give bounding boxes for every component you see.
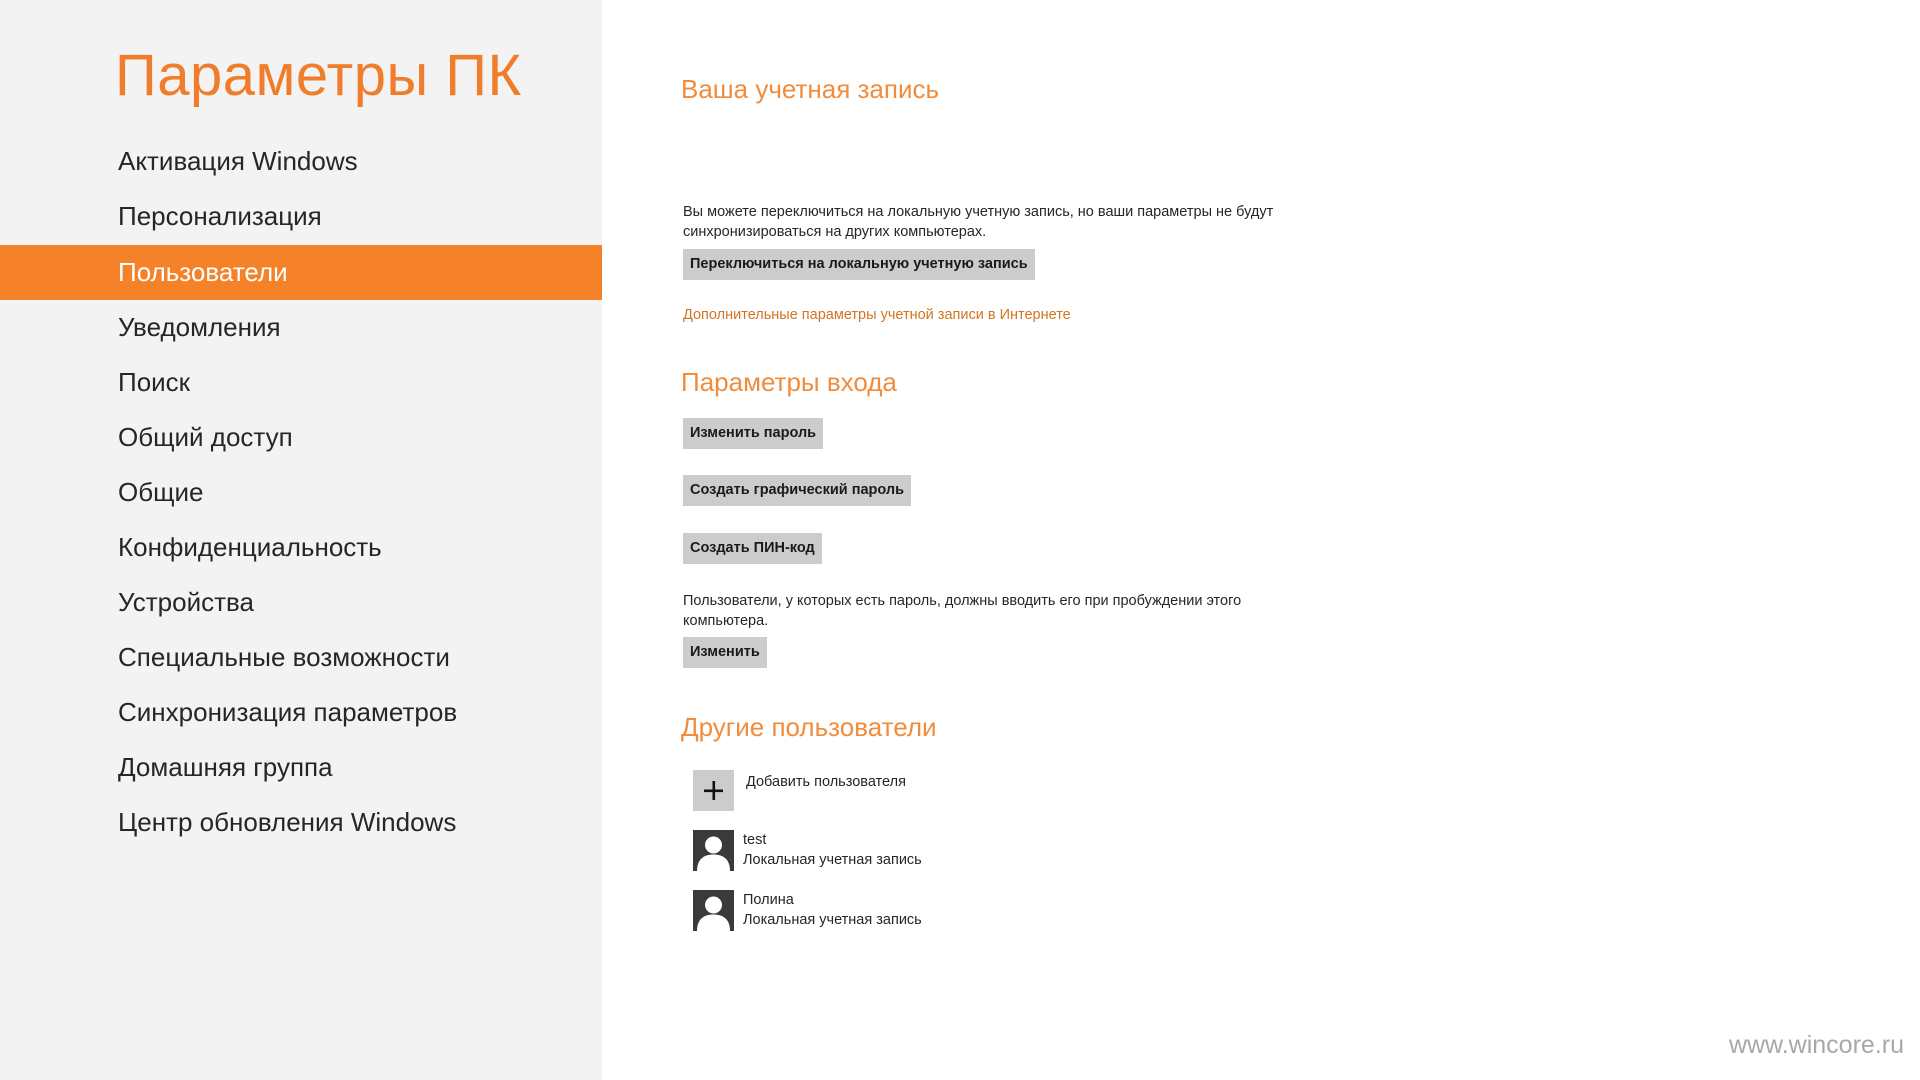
user-details — [743, 890, 922, 930]
user-silhouette-icon — [693, 830, 734, 871]
user-details — [743, 830, 922, 870]
online-account-settings-link[interactable]: Дополнительные параметры учетной записи в Интернете — [683, 307, 1071, 323]
app-title: Параметры ПК — [115, 43, 522, 108]
change-wake-policy-button[interactable]: Изменить — [683, 637, 767, 668]
create-pin-button[interactable]: Создать ПИН-код — [683, 533, 822, 564]
nav-item-homegroup[interactable]: Домашняя группа — [118, 752, 333, 782]
user-name: test — [743, 832, 767, 848]
nav-item-sync-settings[interactable]: Синхронизация параметров — [118, 697, 458, 727]
plus-icon — [693, 770, 734, 811]
wake-password-description: Пользователи, у которых есть пароль, должны вводить его при пробуждении этого компьютера. — [683, 593, 1242, 629]
change-password-button[interactable]: Изменить пароль — [683, 418, 823, 449]
create-picture-password-button[interactable]: Создать графический пароль — [683, 475, 911, 506]
account-description: Вы можете переключиться на локальную учетную запись, но ваши параметры не будут синхронизироваться на других компьютерах. — [683, 204, 1274, 240]
nav-item-personalization[interactable]: Персонализация — [118, 201, 322, 231]
user-account-type: Локальная учетная запись — [743, 912, 922, 928]
nav-item-general[interactable]: Общие — [118, 477, 204, 507]
add-user-label: Добавить пользователя — [746, 774, 906, 790]
nav-item-privacy[interactable]: Конфиденциальность — [118, 532, 382, 562]
add-user-tile — [693, 770, 734, 811]
user-account-type: Локальная учетная запись — [743, 852, 922, 868]
nav-item-notifications[interactable]: Уведомления — [118, 312, 281, 342]
add-user-row[interactable] — [693, 770, 943, 812]
nav-item-users[interactable]: Пользователи — [0, 245, 602, 300]
nav-item-sharing[interactable]: Общий доступ — [118, 422, 293, 452]
nav-item-devices[interactable]: Устройства — [118, 587, 255, 617]
watermark: www.wincore.ru — [1728, 1031, 1904, 1059]
nav-item-activation[interactable]: Активация Windows — [118, 146, 358, 176]
user-row-polina[interactable] — [693, 890, 943, 932]
signin-section-title: Параметры входа — [681, 367, 897, 397]
user-row-test[interactable] — [693, 830, 943, 872]
user-silhouette-icon — [693, 890, 734, 931]
nav-item-ease-of-access[interactable]: Специальные возможности — [118, 642, 450, 672]
user-name: Полина — [743, 892, 794, 908]
switch-to-local-account-button[interactable]: Переключиться на локальную учетную запись — [683, 249, 1035, 280]
nav-item-windows-update[interactable]: Центр обновления Windows — [118, 807, 457, 837]
other-users-section-title: Другие пользователи — [681, 712, 937, 742]
user-avatar — [693, 890, 734, 931]
account-section-title: Ваша учетная запись — [681, 74, 940, 104]
user-avatar — [693, 830, 734, 871]
nav-item-search[interactable]: Поиск — [118, 367, 191, 397]
sidebar — [0, 0, 602, 1080]
